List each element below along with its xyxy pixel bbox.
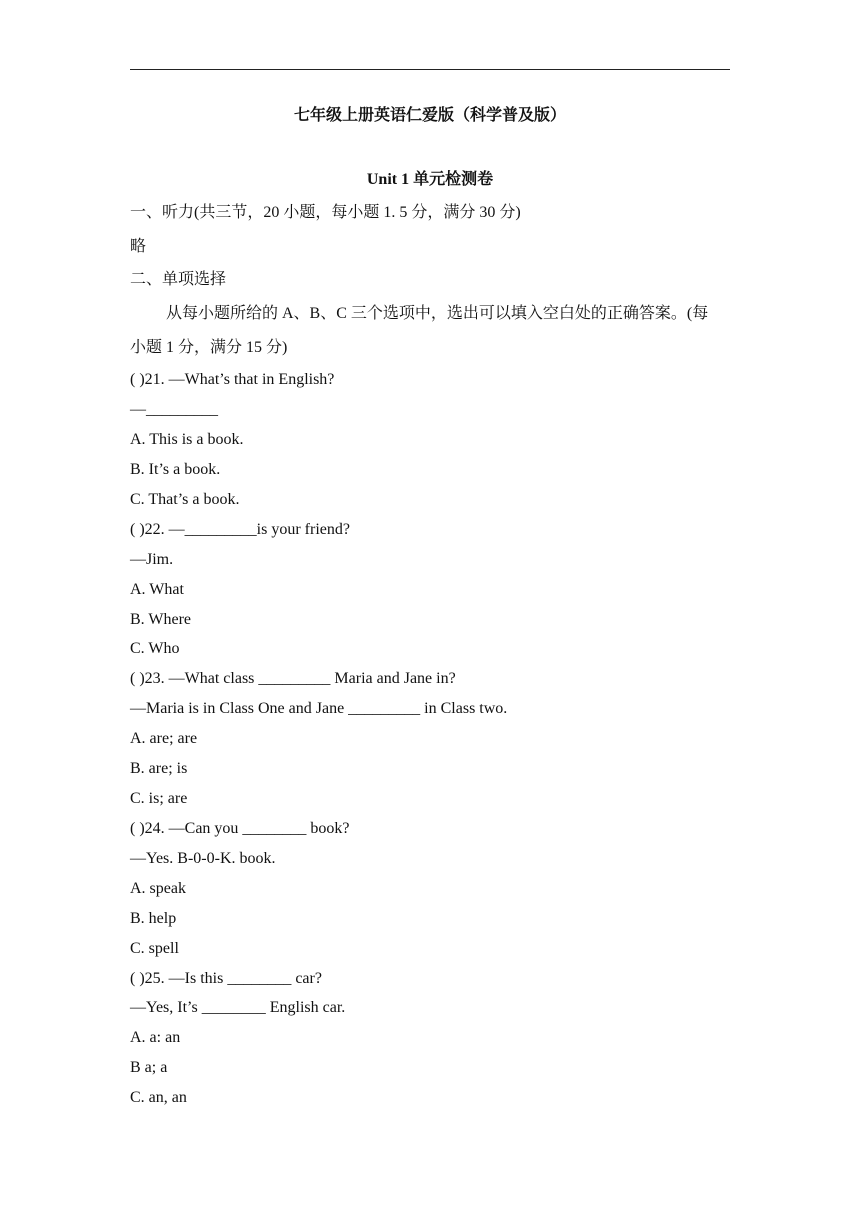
section2-instruction-line2: 小题 1 分，满分 15 分) [130,339,288,356]
question-24-stem: ( )24. —Can you ________ book? [130,820,350,837]
question-24-option-a: A. speak [130,880,186,897]
question-23-option-c: C. is; are [130,790,188,807]
section1-note: 略 [130,238,147,255]
question-25-option-b: B a; a [130,1059,168,1076]
question-22-stem: ( )22. —_________is your friend? [130,521,350,538]
question-24-option-c: C. spell [130,940,179,957]
section2-instruction-line1: 从每小题所给的 A、B、C 三个选项中，选出可以填入空白处的正确答案。(每 [166,305,709,322]
question-25-option-a: A. a: an [130,1029,181,1046]
question-23-answer-line: —Maria is in Class One and Jane _________ in Class two. [130,700,508,717]
header-rule [130,69,730,70]
document-subtitle: Unit 1 单元检测卷 [366,171,494,188]
question-23-option-a: A. are; are [130,730,198,747]
question-22-option-b: B. Where [130,611,192,628]
question-21-option-c: C. That’s a book. [130,491,240,508]
question-21-option-b: B. It’s a book. [130,461,221,478]
question-25-option-c: C. an, an [130,1089,187,1106]
question-23-option-b: B. are; is [130,760,188,777]
question-25-stem: ( )25. —Is this ________ car? [130,970,322,987]
question-23-stem: ( )23. —What class _________ Maria and Jane in? [130,670,456,687]
question-22-option-a: A. What [130,581,184,598]
question-21-answer-line: —_________ [130,401,218,418]
question-21-stem: ( )21. —What’s that in English? [130,371,335,388]
question-22-answer-line: —Jim. [130,551,174,568]
section1-heading: 一、听力(共三节，20 小题，每小题 1. 5 分，满分 30 分) [130,204,521,221]
question-24-answer-line: —Yes. B-0-0-K. book. [130,850,276,867]
section2-heading: 二、单项选择 [130,271,227,288]
document-title: 七年级上册英语仁爱版（科学普及版） [293,107,566,124]
question-25-answer-line: —Yes, It’s ________ English car. [130,999,346,1016]
question-21-option-a: A. This is a book. [130,431,244,448]
question-22-option-c: C. Who [130,640,180,657]
question-24-option-b: B. help [130,910,177,927]
